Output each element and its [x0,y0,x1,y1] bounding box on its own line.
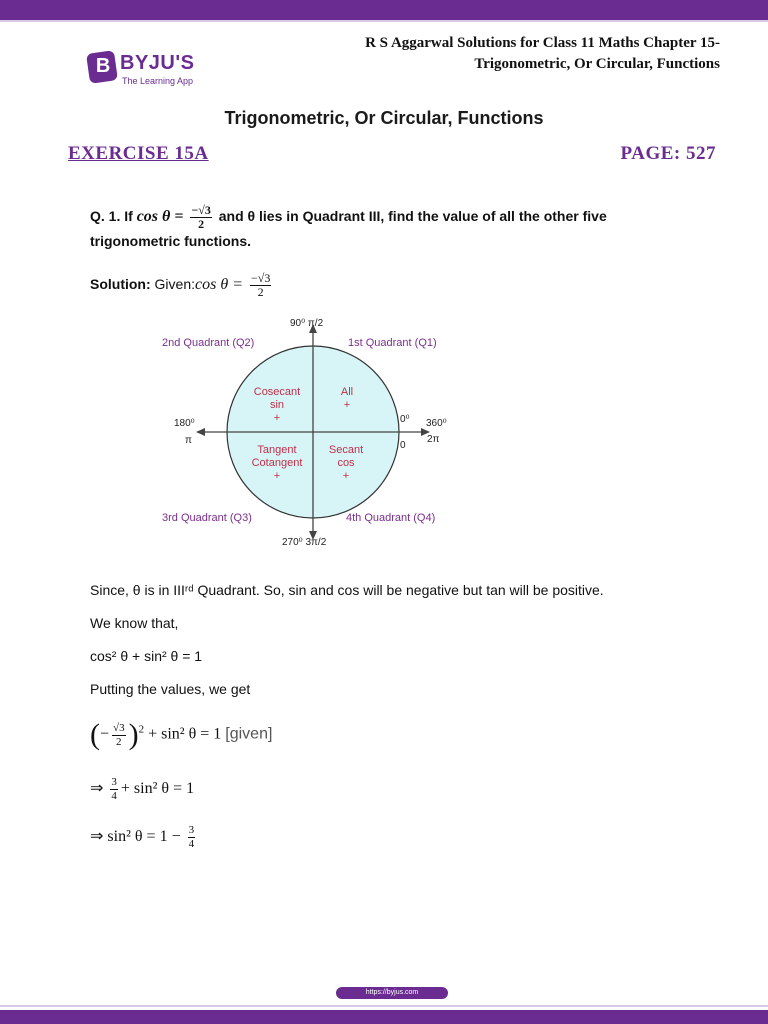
question-frac-num: −√3 [191,203,211,217]
eq2-fraction [110,776,118,803]
q3-text-3: + [273,470,281,482]
logo-mark-icon: B [86,50,118,84]
putting-line: Putting the values, we get [90,681,251,697]
eq2-frac-num: 3 [111,776,117,788]
bottom-bar [0,1010,768,1024]
document-header [260,33,720,75]
question-line-2: trigonometric functions. [90,233,251,249]
header-line-1: R S Aggarwal Solutions for Class 11 Maths Chapter 15- [365,35,720,51]
label-top: 90⁰ π/2 [290,318,324,329]
logo-name: BYJU'S [120,52,195,74]
eq3-frac-num: 3 [188,824,195,836]
q3-text-1: Tangent [257,444,297,456]
question-prefix: Q. 1. If [90,208,137,225]
q2-text-1: Cosecant [253,386,301,398]
solution-fraction [250,272,271,299]
label-right-rad: 2π [427,434,440,445]
solution-given: Given: [150,276,196,293]
label-bottom: 270⁰ 3π/2 [282,537,327,548]
identity-line: cos² θ + sin² θ = 1 [90,648,203,664]
solution-label: Solution: [90,276,151,293]
label-right-zero-deg: 0⁰ [400,414,410,425]
label-right-deg: 360⁰ [426,418,447,429]
page-title: Trigonometric, Or Circular, Functions [224,108,544,128]
footer-url-link[interactable]: https://byjus.com [336,987,448,999]
logo-tagline: The Learning App [122,76,194,86]
q2-text-2: sin [269,399,285,411]
q1-text-1: All [340,386,354,398]
solution-cos: cos θ = [195,276,247,294]
top-bar-line [0,20,768,22]
exercise-heading: EXERCISE 15A [68,143,209,164]
header-line-2: Trigonometric, Or Circular, Functions [474,56,720,72]
equation-1: (− $\frac{√3}{2}$ )$^2$ + sin² θ = 1 [given] [90,718,273,751]
x-axis-left-arrow-icon [196,428,205,436]
eq2-prefix: ⇒ [90,780,108,798]
q2-text-3: + [273,412,281,424]
label-right-zero: 0 [400,440,406,451]
eq1-rest: + sin² θ = 1 [144,725,226,743]
eq2-frac-den: 4 [111,790,117,802]
eq3-frac-den: 4 [188,838,195,850]
question-fraction [190,204,211,231]
page-number: PAGE: 527 [620,143,716,164]
quadrant-3-label: 3rd Quadrant (Q3) [162,512,252,524]
eq1-frac-den: 2 [116,735,122,748]
question-cos: cos θ = [136,208,188,226]
equation-2 [90,776,194,803]
q4-text-2: cos [337,457,355,469]
question-frac-den: 2 [198,217,205,231]
eq1-fraction [112,722,126,749]
solution-frac-num: −√3 [251,271,271,285]
question-1 [90,204,690,252]
eq2-rest: + sin² θ = 1 [120,780,195,798]
top-bar [0,0,768,20]
quadrant-diagram [150,312,460,552]
eq1-given: [given] [225,725,273,743]
q4-text-1: Secant [328,444,364,456]
bottom-bar-line [0,1005,768,1007]
quadrant-2-label: 2nd Quadrant (Q2) [162,337,255,349]
know-line: We know that, [90,615,179,631]
eq3-fraction [188,824,196,851]
equation-3 [90,824,198,851]
byjus-logo [88,52,238,88]
solution-line [90,272,274,299]
q3-text-2: Cotangent [251,457,303,469]
eq3-prefix: ⇒ sin² θ = 1 − [90,828,185,846]
label-left-deg: 180⁰ [174,418,195,429]
q1-text-2: + [343,399,351,411]
eq1-frac-num: √3 [113,721,125,734]
label-left-rad: π [185,435,192,446]
quadrant-4-label: 4th Quadrant (Q4) [346,512,436,524]
quadrant-1-label: 1st Quadrant (Q1) [348,337,437,349]
solution-frac-den: 2 [257,285,264,299]
since-line: Since, θ is in IIIʳᵈ Quadrant. So, sin and cos will be negative but tan will be positive. [90,582,604,598]
q4-text-3: + [342,470,350,482]
question-middle: and θ lies in Quadrant III, find the value of all the other five [214,208,607,225]
